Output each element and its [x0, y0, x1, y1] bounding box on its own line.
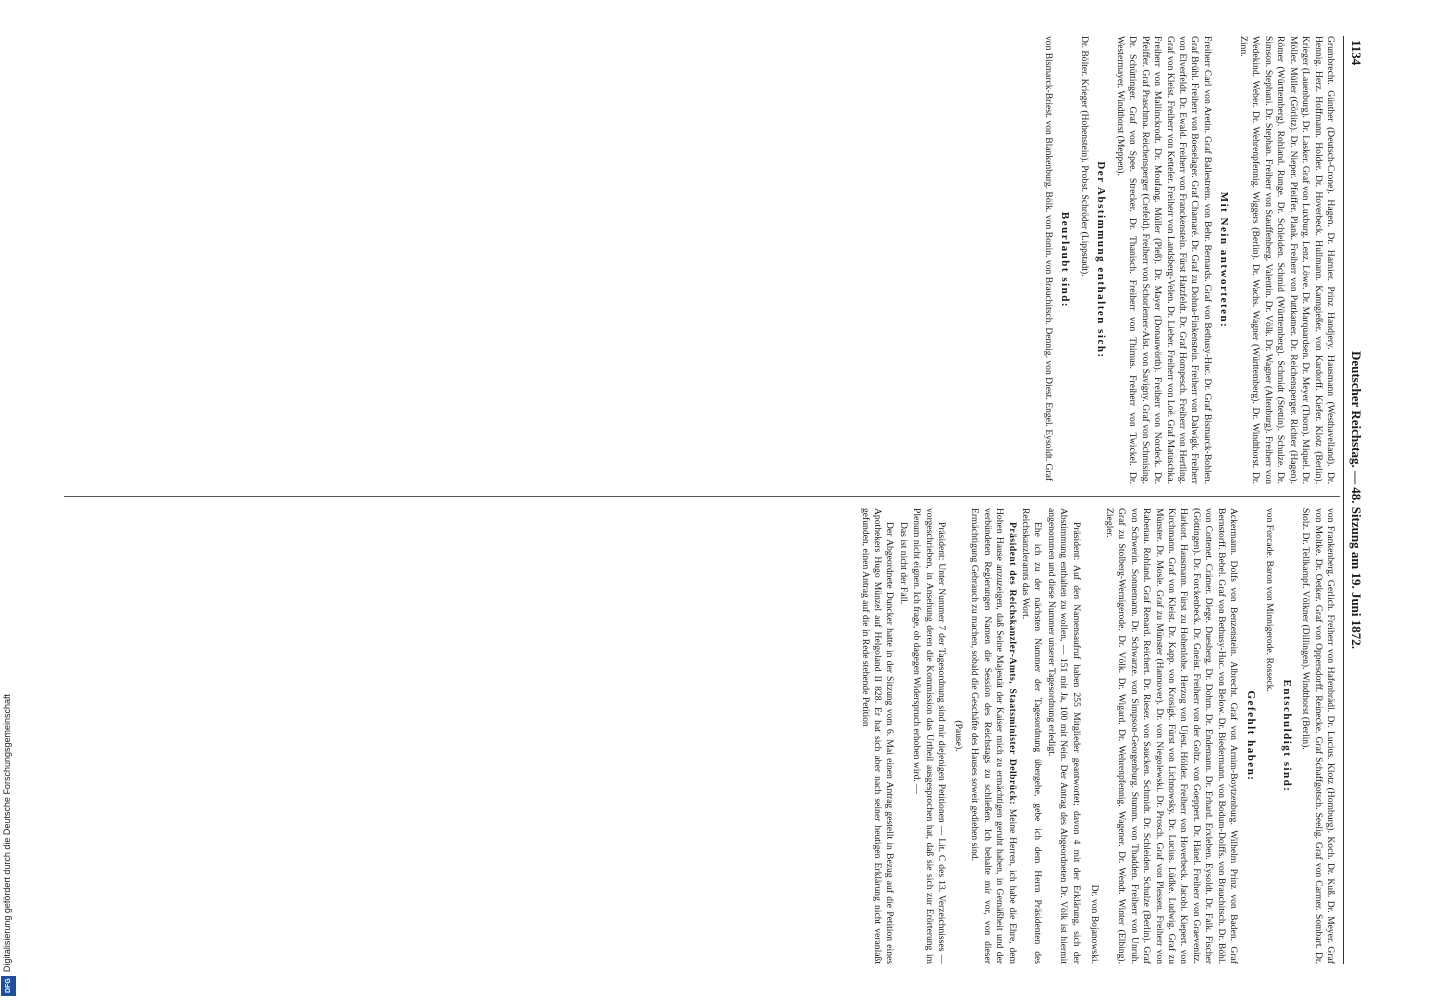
- page-title: Deutscher Reichstag. — 48. Sitzung am 19. Juni 1872.: [1349, 350, 1364, 650]
- digitization-note: Digitalisierung gefördert durch die Deutsche Forschungsgemeinschaft: [2, 693, 12, 972]
- president-statement-result: Präsident: Auf den Namensaufruf haben 255 Mitglieder geantwortet; davon 4 mit der Erklärung, sich der Abstimmung enthalten zu wollen, — 151 mit Ja, 100 mit Nein. Der Antrag des Abgeordneten Dr. Völk ist hiermit angenommen und diese Nummer unserer Tagesordnung erledigt.: [1045, 508, 1082, 964]
- rotated-page-scan: [36, 22, 1396, 978]
- chancellery-speech: Meine Herren, ich habe die Ehre, dem Hohen Hause anzuzeigen, daß Seine Majestät der Kaiser mich zu ermächtigen geruht haben, in Gemäßheit und der verbündeten Regierungen Namen die Session des Reichstags zu schließen. Ich behalte mir vor, von dieser Ermächtigung Gebrauch zu machen, sobald die Geschäfte des Hauses soweit gediehen sind.: [969, 508, 1018, 964]
- on-leave-heading: Beurlaubt sind:: [1059, 211, 1072, 309]
- left-column: [64, 36, 1336, 484]
- president-statement-duncker: Der Abgeordnete Duncker hatte in der Sitzung vom 6. Mai einen Antrag gestellt in Bezug auf die Petition eines Apothekers Hugo Münzel auf Helgoland II 828. Er hat sich aber nach seiner heutigen Erklärung nicht veranlaßt gefunden, einen Antrag auf die in Rede stehende Petition: [859, 508, 896, 964]
- excused-list: von Forcade. Baron von Minnigerode. Rosseck.: [1264, 508, 1276, 692]
- page-header: [1343, 36, 1364, 964]
- secretary-signoff: Dr. von Bojanowski.: [1089, 884, 1101, 964]
- president-statement-petitions: Präsident: Unter Nummer 7 der Tagesordnung sind mir diejenigen Petitionen — Lit. C des 13. Verzeichnisses — vorgeschrieben, in Ansehung deren die Kommission das Urtheil ausgesprochen hat, daß sie sich zur Erörterung im Plenum nicht eignen. Ich frage, ob dagegen Widerspruch erhoben wird. —: [911, 508, 948, 964]
- voters-no-heading: Mit Nein antworteten:: [1218, 191, 1231, 329]
- chancellery-speaker: [968, 508, 1018, 964]
- abstained-list: Dr. Bölter. Krieger (Hohenstein). Probst. Schröder (Lippstadt).: [1078, 36, 1090, 277]
- abstained-heading: Der Abstimmung enthalten sich:: [1095, 161, 1108, 359]
- right-column: [64, 508, 1336, 964]
- pause-note: (Pause).: [952, 720, 964, 752]
- on-leave-list-continued: von Frankenberg. Gerlich. Freiherr von Hafenbrädl. Dr. Lucius. Klotz (Homburg). Koch. Dr. Kuß. Dr. Meyer. Graf von Moltke. Dr. Oetker. Graf von Oppersdorff. Reinecke. Graf Schaffgotsch. Seelig. Graf von Carmer. Sombart. Dr. Stolz. Dr. Tellkampf. Völkner (Dillingen). Windthorst (Berlin).: [1300, 508, 1336, 964]
- digitization-footer: [0, 0, 18, 1000]
- voters-no-list: Freiherr Carl von Aretin. Graf Ballestrem. von Behr. Bernards. Graf von Bethusy-Huc. Dr. Graf Bismarck-Bohlen. Graf Brühl. Freiherr von Boeselager. Graf Chamaré. Dr. Graf zu Dohna-Finkenstein. Freiherr von Dalwigk. Freiherr von Elverfeldt. Dr. Ewald. Freiherr von Franckenstein. Fürst Hatzfeldt. Dr. Graf Hompesch. Freiherr von Hertling. Graf von Kleist. Freiherr von Ketteler. Freiherr von Landsberg-Velen. Dr. Lieber. Freiherr von Loë. Graf Matuschka. Freiherr von Mallinckrodt. Dr. Moufang. Müller (Pleß). Dr. Mayer (Donauwörth). Freiherr von Nordeck. Dr. Pfeiffer. Graf Praschma. Reichensperger (Crefeld). Freiherr von Schorlemer-Alst. von Savigny. Graf von Schmising. Dr. Schüttinger. Graf von Spee. Strecker. Dr. Thanisch. Freiherr von Thimus. Freiherr von Twickel. Dr. Westermayer. Windthorst (Meppen).: [1114, 36, 1213, 484]
- president-statement-next: Ehe ich zu der nächsten Nummer der Tagesordnung übergehe, gebe ich dem Herrn Präsidenten des Reichskanzleramts das Wort.: [1020, 508, 1044, 964]
- dfg-logo: DFG: [1, 976, 16, 996]
- absent-heading: Gefehlt haben:: [1244, 690, 1257, 782]
- absent-list: Ackermann. Dolfs von Benzenstein. Albrecht. Graf von Arnim-Boytzenburg. Wilhelm Prinz von Baden. Graf Bernstorff. Bebel. Graf von Bethusy-Huc. von Below. Dr. Biedermann. von Bodum-Dolffs. von Brauchitsch. Dr. Böhl. von Cottenet. Crämer. Diege. Duesberg. Dr. Dohrn. Dr. Endemann. Dr. Erhard. Erxleben. Eysoldt. Dr. Falk. Fischer (Göttingen). Dr. Forckenbeck. Dr. Gneist. Freiherr von der Goltz. von Goeppert. Dr. Hänel. Freiherr von Graevenitz. Harkort. Hausmann. Fürst zu Hohenlohe. Herzog von Ujest. Hölder. Freiherr von Hoverbeck. Jacobi. Kiepert. von Kirchmann. Graf von Kleist. Dr. Kapp. von Krosigk. Fürst von Lichnowsky. Dr. Lucius. Lüdke. Ludwig. Graf zu Münster. Dr. Mosle. Graf zu Münster (Hannover). Dr. von Niegolewski. Dr. Prosch. Graf von Plessen. Freiherr von Rabenau. Rohland. Graf Renard. Reichert. Dr. Rieser. von Saucken. Schmidt. Dr. Schleiden. Schulze (Berlin). Graf von Schwerin. Sonnemann. Dr. Schwarze. von Simpson-Georgenburg. Stumm. von Thadden. Freiherr von Unruh. Graf zu Stolberg-Wernigerode. Dr. Völk. Dr. Wigard. Dr. Wehrenpfennig. Wagener. Dr. Wendt. Winter (Elbing). Ziegler.: [1103, 508, 1240, 964]
- column-divider: [64, 496, 1340, 497]
- speaker-name: Präsident des Reichskanzler-Amts, Staatsminister Delbrück:: [1006, 522, 1018, 805]
- document-page: [64, 36, 1364, 964]
- on-leave-list: von Bismarck-Briest. von Blankenburg. Bölk. von Bonin. von Brauchitsch. Dennig. von Diest. Engel. Eysoldt. Graf: [1042, 36, 1054, 482]
- excused-heading: Entschuldigt sind:: [1280, 679, 1293, 793]
- voters-yes-list: Grumbrecht. Günther (Deutsch-Crone). Hagen. Dr. Harnier. Prinz Handjery. Hausmann (Westhavelland). Dr. Hennig. Herz. Hoffmann. Holder. Dr. Hoverbeck. Hullmann. Kanngießer. von Kardorff. Kiefer. Klotz (Berlin). Krieger (Lauenburg). Dr. Lasker. Graf von Luxburg. Lenz. Löwe. Dr. Marquardsen. Dr. Meyer (Thorn). Miquel. Dr. Möller. Müller (Görlitz). Dr. Nieper. Pfeiffer. Plank. Freiherr von Puttkamer. Dr. Reichensperger. Richter (Hagen). Römer (Württemberg). Rohland. Runge. Dr. Schleiden. Schmid (Württemberg). Schmidt (Stettin). Schulze. Dr. Simson. Stephani. Dr. Stephan. Freiherr von Stauffenberg. Valentin. Dr. Völk. Dr. Wagner (Altenburg). Freiherr von Wedekind. Weber. Dr. Wehrenpfennig. Wiggers (Berlin). Dr. Wachs. Wagner (Württemberg). Dr. Windthorst. Dr. Zinn.: [1237, 36, 1336, 484]
- president-statement-no-objection: Das ist nicht der Fall.: [897, 522, 909, 605]
- page-number: 1134: [1349, 40, 1364, 66]
